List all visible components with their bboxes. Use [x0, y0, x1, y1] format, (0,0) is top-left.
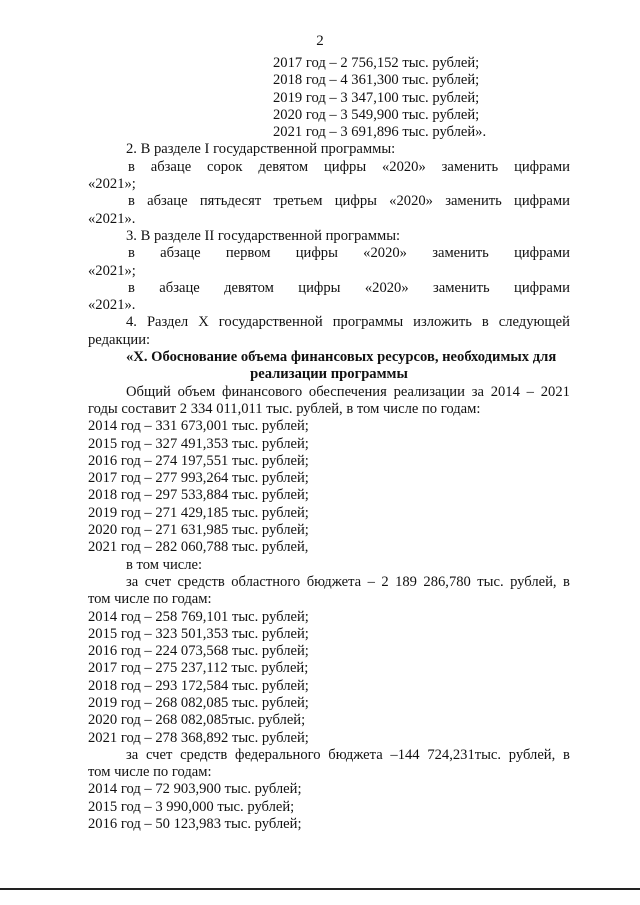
justified-word: X	[198, 314, 209, 331]
section-heading-line2: реализации программы	[250, 366, 408, 383]
justified-word: государственной	[218, 314, 323, 331]
list-item: 2019 год – 271 429,185 тыс. рублей;	[88, 504, 309, 521]
justified-word: абзаце	[159, 279, 200, 296]
justified-word: финансового	[221, 383, 303, 400]
justified-word: цифры	[298, 279, 341, 296]
page-number: 2	[316, 33, 324, 49]
justified-word: «2020»	[363, 245, 407, 262]
justified-word: заменить	[433, 279, 490, 296]
justified-word: цифрами	[514, 279, 570, 296]
item3-title: 3. В разделе II государственной программы:	[126, 227, 401, 244]
list-item: 2016 год – 224 073,568 тыс. рублей;	[88, 643, 309, 660]
justified-word: объем	[177, 383, 216, 400]
justified-word: «2020»	[364, 279, 409, 296]
justified-word: заменить	[441, 158, 499, 175]
justified-word: средств	[177, 573, 225, 590]
list-item: 2020 год – 3 549,900 тыс. рублей;	[273, 106, 480, 123]
justified-word: областного	[231, 573, 301, 590]
justified-word: 189	[395, 573, 417, 590]
document-body	[88, 55, 570, 833]
justified-word: цифры	[334, 193, 377, 210]
justified-word: –	[367, 573, 375, 590]
justified-word: программы	[332, 314, 404, 331]
justified-word: 724,231тыс.	[427, 746, 502, 763]
justified-word: реализации	[393, 383, 465, 400]
justified-word: обеспечения	[308, 383, 387, 400]
justified-word: 4.	[126, 314, 137, 331]
list-item: 2014 год – 72 903,900 тыс. рублей;	[88, 781, 302, 798]
justified-word: абзаце	[150, 158, 192, 175]
list-item: 2017 год – 275 237,112 тыс. рублей;	[88, 660, 309, 677]
justified-word: средств	[180, 746, 228, 763]
justified-word: в	[128, 245, 135, 262]
list-item: 2021 год – 3 691,896 тыс. рублей».	[273, 124, 487, 141]
justified-word: Раздел	[146, 314, 189, 331]
item2-sub1	[88, 159, 570, 176]
justified-word: 2	[381, 573, 389, 590]
justified-word: «2020»	[381, 158, 426, 175]
item3-sub2-end: «2021».	[88, 297, 136, 314]
justified-word: сорок	[207, 158, 243, 175]
justified-word: –	[526, 383, 534, 400]
justified-word: заменить	[445, 193, 502, 210]
section-heading-line1: «X. Обоснование объема финансовых ресурсов, необходимых для	[126, 349, 557, 366]
item2-title: 2. В разделе I государственной программы:	[126, 141, 396, 158]
justified-word: девятом	[224, 279, 274, 296]
justified-word: в	[128, 193, 135, 210]
justified-word: «2020»	[389, 193, 433, 210]
justified-word: 2021	[540, 383, 570, 400]
justified-word: бюджета	[328, 746, 383, 763]
federal-line1	[88, 747, 570, 764]
item2-sub1-end: «2021»;	[88, 176, 136, 193]
list-item: 2019 год – 3 347,100 тыс. рублей;	[273, 89, 480, 106]
list-item: 2015 год – 323 501,353 тыс. рублей;	[88, 625, 309, 642]
list-item: 2021 год – 282 060,788 тыс. рублей,	[88, 539, 309, 556]
total-line2: годы составит 2 334 011,011 тыс. рублей, в том числе по годам:	[88, 400, 481, 417]
list-item: 2020 год – 271 631,985 тыс. рублей;	[88, 522, 309, 539]
total-line1	[88, 384, 570, 401]
justified-word: 286,780	[423, 573, 471, 590]
including-label: в том числе:	[126, 556, 203, 573]
item4-line2: редакции:	[88, 331, 151, 348]
list-item: 2020 год – 268 082,085тыс. рублей;	[88, 712, 306, 729]
list-item: 2016 год – 274 197,551 тыс. рублей;	[88, 452, 309, 469]
justified-word: абзаце	[147, 193, 188, 210]
list-item: 2016 год – 50 123,983 тыс. рублей;	[88, 816, 302, 833]
list-item: 2017 год – 2 756,152 тыс. рублей;	[273, 55, 480, 71]
list-item: 2018 год – 297 533,884 тыс. рублей;	[88, 487, 309, 504]
justified-word: Общий	[126, 383, 171, 400]
justified-word: девятом	[258, 158, 309, 175]
justified-word: цифры	[295, 245, 338, 262]
justified-word: счет	[144, 573, 172, 590]
justified-word: рублей,	[508, 746, 556, 763]
justified-word: за	[471, 383, 484, 400]
justified-word: цифры	[323, 158, 367, 175]
justified-word: цифрами	[514, 245, 570, 262]
justified-word: в	[563, 746, 570, 763]
item4-line1	[88, 314, 570, 331]
item3-sub1-end: «2021»;	[88, 262, 136, 279]
justified-word: за	[126, 573, 139, 590]
justified-word: тыс.	[477, 573, 504, 590]
list-item: 2021 год – 278 368,892 тыс. рублей;	[88, 729, 309, 746]
regional-line1	[88, 574, 570, 591]
federal-line2: том числе по годам:	[88, 764, 212, 781]
list-item: 2014 год – 258 769,101 тыс. рублей;	[88, 608, 309, 625]
list-item: 2014 год – 331 673,001 тыс. рублей;	[88, 418, 309, 435]
list-item: 2015 год – 327 491,353 тыс. рублей;	[88, 435, 309, 452]
regional-line2: том числе по годам:	[88, 591, 212, 608]
justified-word: 2014	[490, 383, 520, 400]
list-item: 2015 год – 3 990,000 тыс. рублей;	[88, 798, 295, 815]
justified-word: в	[128, 279, 135, 296]
justified-word: счет	[145, 746, 173, 763]
justified-word: абзаце	[160, 245, 201, 262]
list-item: 2017 год – 277 993,264 тыс. рублей;	[88, 470, 309, 487]
justified-word: цифрами	[514, 193, 570, 210]
justified-word: третьем	[273, 193, 323, 210]
justified-word: следующей	[498, 314, 570, 331]
justified-word: в	[563, 573, 570, 590]
item2-sub2-end: «2021».	[88, 210, 136, 227]
justified-word: изложить	[413, 314, 472, 331]
justified-word: –144	[390, 746, 420, 763]
justified-word: в	[481, 314, 489, 331]
justified-word: федерального	[235, 746, 321, 763]
justified-word: бюджета	[306, 573, 362, 590]
justified-word: в	[128, 158, 135, 175]
justified-word: первом	[225, 245, 271, 262]
list-item: 2018 год – 293 172,584 тыс. рублей;	[88, 677, 309, 694]
item3-sub2	[88, 280, 570, 297]
item3-sub1	[88, 245, 570, 262]
justified-word: пятьдесят	[199, 193, 262, 210]
justified-word: цифрами	[514, 158, 570, 175]
justified-word: заменить	[432, 245, 489, 262]
page-bottom-rule	[0, 888, 640, 890]
item2-sub2	[88, 193, 570, 210]
list-item: 2019 год – 268 082,085 тыс. рублей;	[88, 694, 309, 711]
justified-word: за	[126, 746, 139, 763]
list-item: 2018 год – 4 361,300 тыс. рублей;	[273, 72, 480, 89]
justified-word: рублей,	[510, 573, 557, 590]
